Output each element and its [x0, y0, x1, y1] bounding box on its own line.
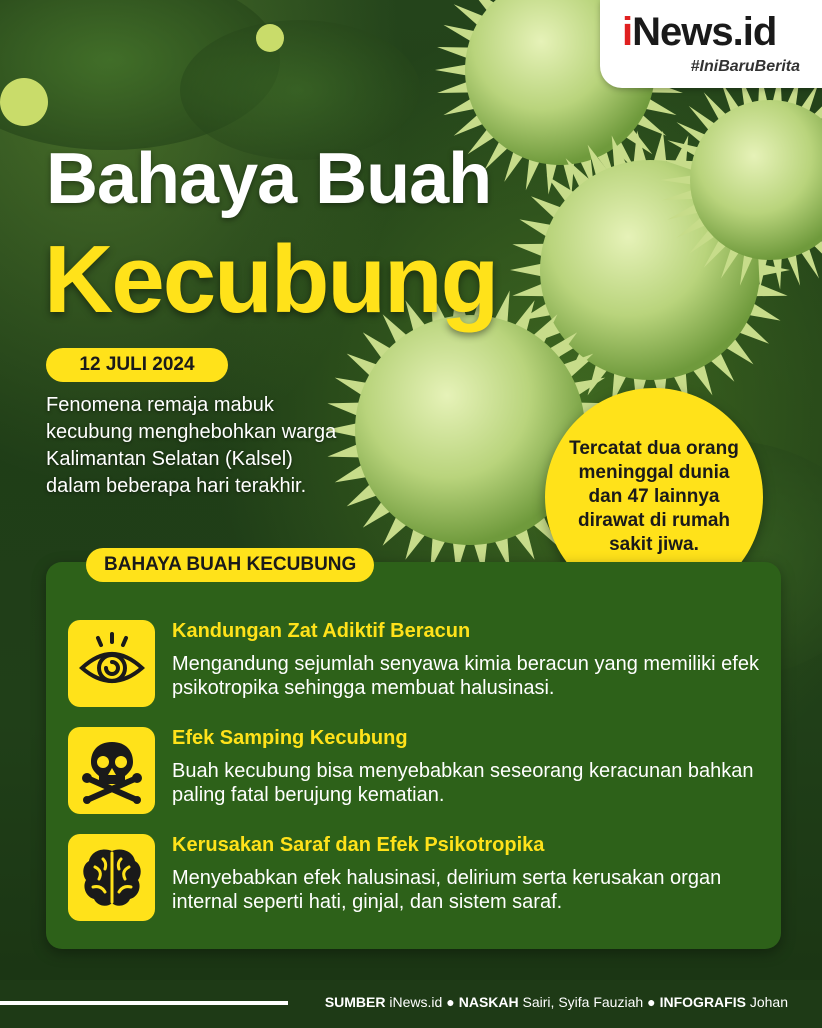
intro-text: Fenomena remaja mabuk kecubung menghebohkan warga Kalimantan Selatan (Kalsel) dalam beberapa hari terakhir.: [46, 394, 337, 497]
title-line-2: Kecubung: [44, 226, 498, 333]
date-badge: 12 JULI 2024: [46, 348, 228, 382]
danger-item-desc: Buah kecubung bisa menyebabkan seseorang keracunan bahkan paling fatal berujung kematian.: [172, 760, 754, 806]
highlight-text: Tercatat dua orang meninggal dunia dan 47 lainnya dirawat di rumah sakit jiwa.: [569, 438, 739, 555]
eye-spiral-icon: [68, 620, 155, 707]
logo-wordmark: iNews.id: [622, 10, 777, 54]
logo-tagline: #IniBaruBerita: [690, 58, 800, 75]
inews-logo[interactable]: [600, 0, 822, 88]
title-line-1: Bahaya Buah: [46, 139, 492, 219]
skull-crossbones-icon: [68, 727, 155, 814]
brain-icon: [68, 834, 155, 921]
footer-divider: [0, 1001, 288, 1005]
danger-item-desc: Mengandung sejumlah senyawa kimia beracun yang memiliki efek psikotropika sehingga membuat halusinasi.: [172, 653, 759, 699]
danger-item-title: Kandungan Zat Adiktif Beracun: [172, 620, 471, 642]
dangers-panel-label: BAHAYA BUAH KECUBUNG: [86, 548, 374, 582]
credits: SUMBER iNews.id ● NASKAH Sairi, Syifa Fauziah ● INFOGRAFIS Johan: [324, 994, 788, 1010]
danger-item-desc: Menyebabkan efek halusinasi, delirium serta kerusakan organ internal seperti hati, ginjal, dan sistem saraf.: [172, 867, 722, 913]
danger-item-title: Efek Samping Kecubung: [172, 727, 408, 749]
danger-item-title: Kerusakan Saraf dan Efek Psikotropika: [172, 834, 545, 856]
